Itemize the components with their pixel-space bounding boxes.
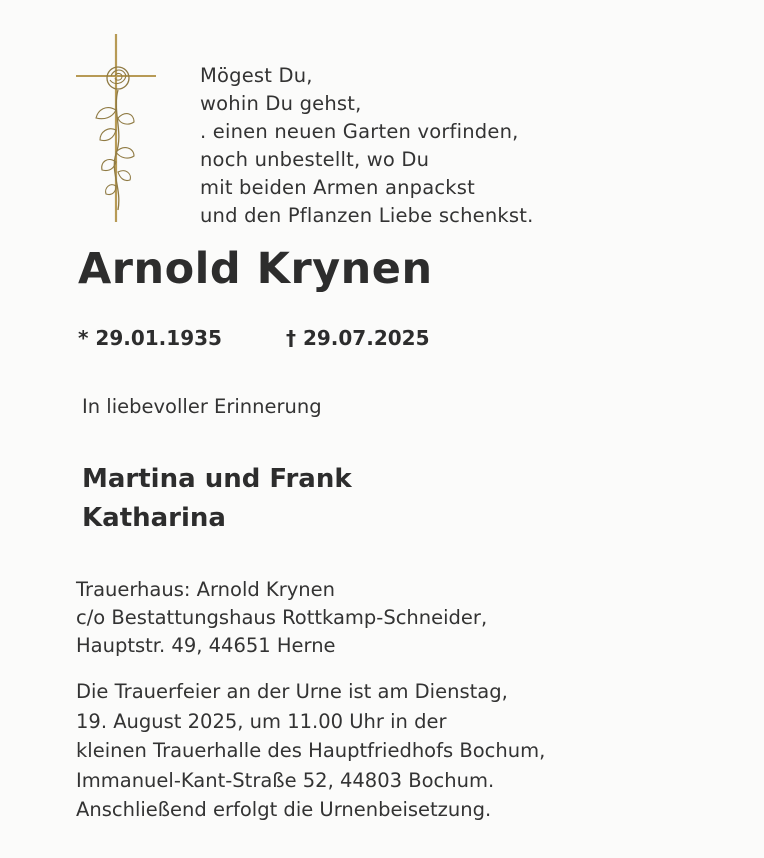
life-dates	[78, 326, 430, 350]
address-line: c/o Bestattungshaus Rottkamp-Schneider,	[76, 606, 488, 629]
address-line: Trauerhaus: Arnold Krynen	[76, 578, 335, 601]
service-line: Die Trauerfeier an der Urne ist am Dienstag,	[76, 680, 508, 703]
deceased-name: Arnold Krynen	[78, 244, 433, 294]
funeral-service-info	[76, 677, 545, 825]
poem	[200, 62, 534, 230]
address-line: Hauptstr. 49, 44651 Herne	[76, 634, 336, 657]
poem-line: . einen neuen Garten vorfinden,	[200, 120, 519, 143]
memory-text: In liebevoller Erinnerung	[82, 395, 322, 418]
poem-line: mit beiden Armen anpackst	[200, 176, 476, 199]
birth-date: * 29.01.1935	[78, 326, 222, 350]
mourner-name: Martina und Frank	[82, 464, 352, 494]
death-date: † 29.07.2025	[286, 326, 430, 350]
mourners-list	[82, 460, 352, 538]
service-line: kleinen Trauerhalle des Hauptfriedhofs Bochum,	[76, 739, 546, 762]
poem-line: und den Pflanzen Liebe schenkst.	[200, 204, 534, 227]
service-line: Anschließend erfolgt die Urnenbeisetzung.	[76, 798, 492, 821]
poem-line: wohin Du gehst,	[200, 92, 362, 115]
poem-line: Mögest Du,	[200, 64, 313, 87]
poem-line: noch unbestellt, wo Du	[200, 148, 430, 171]
mourner-name: Katharina	[82, 503, 226, 533]
service-line: Immanuel-Kant-Straße 52, 44803 Bochum.	[76, 768, 495, 792]
service-line: 19. August 2025, um 11.00 Uhr in der	[76, 709, 447, 733]
cross-with-rose-icon	[72, 32, 160, 224]
mourning-house-address	[76, 576, 487, 660]
